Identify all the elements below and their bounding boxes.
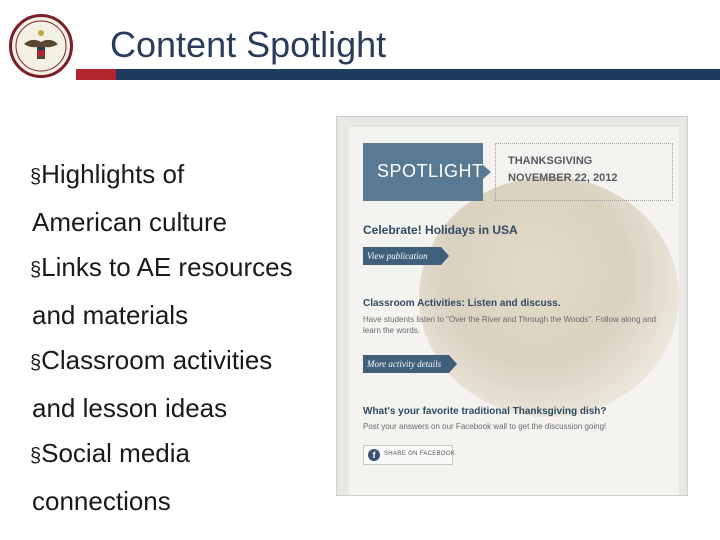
bullet-text: Classroom activities	[41, 345, 273, 375]
holiday-name: THANKSGIVING	[508, 155, 593, 167]
bullet-item	[32, 338, 352, 386]
spotlight-banner	[363, 143, 483, 201]
bullet-marker: §	[30, 352, 42, 374]
turkey-photo	[419, 177, 679, 417]
bullet-item	[32, 245, 352, 293]
bullet-text: Links to AE resources	[41, 252, 293, 282]
facebook-icon: f	[368, 449, 380, 461]
date-box	[495, 143, 673, 201]
facebook-share-label: SHARE ON FACEBOOK	[384, 451, 456, 457]
bullet-item	[32, 152, 352, 200]
bullet-continuation: and lesson ideas	[32, 393, 228, 423]
title-rule	[76, 69, 720, 80]
classroom-text: Have students listen to "Over the River and Through the Woods". Follow along and learn the words.	[363, 315, 657, 335]
dish-text: Post your answers on our Facebook wall to get the discussion going!	[363, 422, 607, 431]
newsletter-body	[349, 127, 679, 496]
classroom-heading: Classroom Activities: Listen and discuss.	[363, 298, 561, 309]
title-rule-accent	[76, 69, 116, 80]
bullet-text: Social media	[41, 438, 190, 468]
slide-title: Content Spotlight	[110, 24, 387, 65]
bullet-marker: §	[30, 259, 42, 281]
bullet-list	[32, 152, 352, 524]
department-seal-icon	[9, 14, 73, 78]
bullet-item	[32, 431, 352, 479]
view-publication-link[interactable]: View publication	[363, 247, 441, 265]
bullet-text: Highlights of	[41, 159, 185, 189]
spotlight-label: SPOTLIGHT	[377, 161, 484, 181]
facebook-share-button[interactable]	[363, 445, 456, 465]
more-activity-link[interactable]: More activity details	[363, 355, 449, 373]
newsletter-screenshot	[336, 116, 688, 496]
bullet-continuation: and materials	[32, 300, 189, 330]
spotlight-arrow-icon	[483, 165, 491, 179]
bullet-continuation: connections	[32, 486, 171, 516]
bullet-continuation: American culture	[32, 207, 228, 237]
bullet-marker: §	[30, 166, 42, 188]
holiday-date: NOVEMBER 22, 2012	[508, 172, 618, 184]
celebrate-heading: Celebrate! Holidays in USA	[363, 223, 518, 237]
bullet-marker: §	[30, 445, 42, 467]
dish-heading: What's your favorite traditional Thanksgiving dish?	[363, 406, 607, 417]
